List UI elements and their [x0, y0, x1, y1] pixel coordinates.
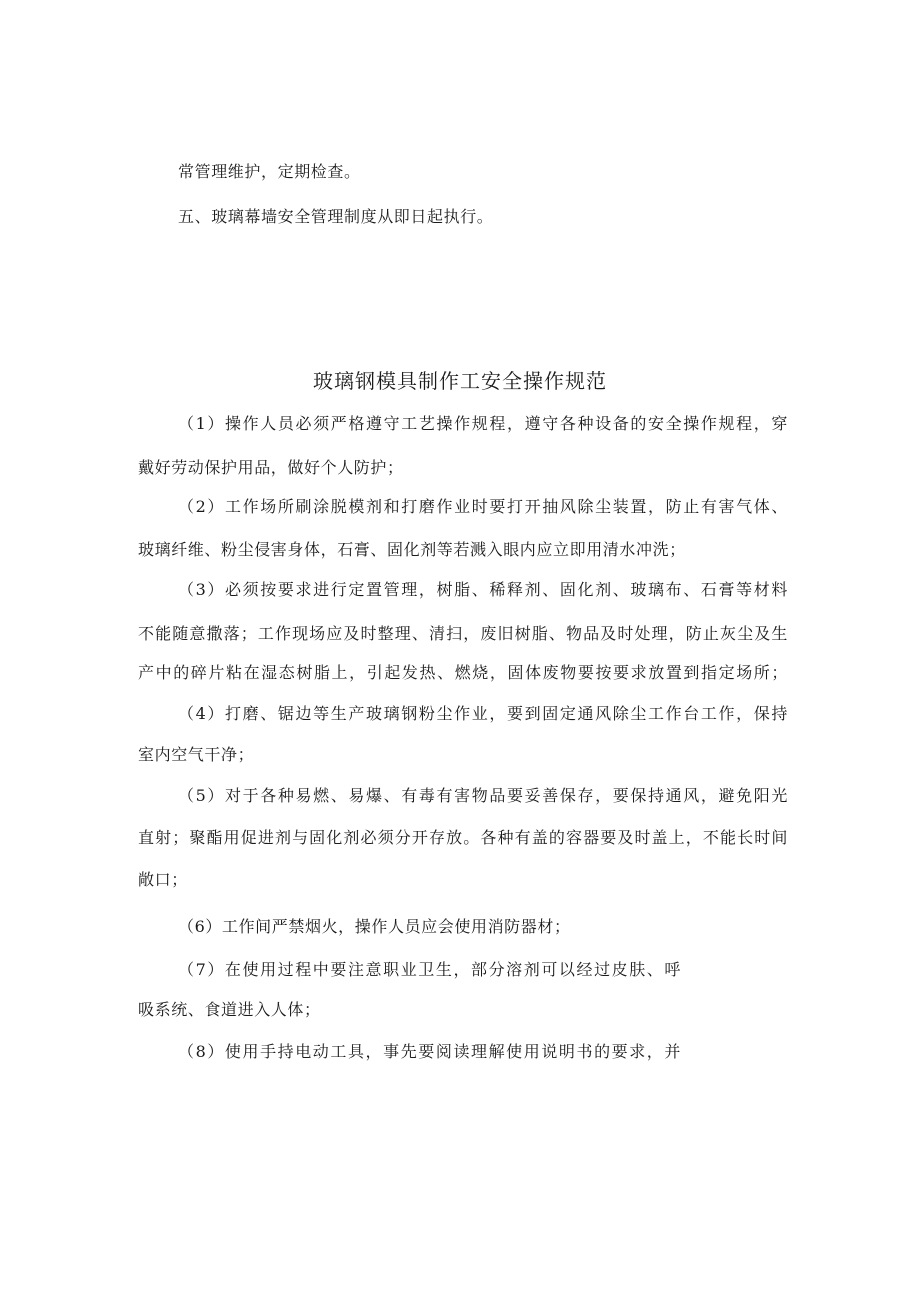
- paragraph-line: 戴好劳动保护用品，做好个人防护；: [138, 458, 404, 477]
- paragraph-line: 室内空气干净；: [138, 745, 255, 764]
- paragraph-line: 吸系统、食道进入人体；: [138, 1000, 321, 1019]
- paragraph-line: （3）必须按要求进行定置管理，树脂、稀释剂、固化剂、玻璃布、石膏等材料: [178, 580, 788, 599]
- paragraph-line: （4）打磨、锯边等生产玻璃钢粉尘作业，要到固定通风除尘工作台工作，保持: [178, 704, 788, 723]
- paragraph-line: 直射；聚酯用促进剂与固化剂必须分开存放。各种有盖的容器要及时盖上，不能长时间: [138, 828, 788, 847]
- paragraph-line: （7）在使用过程中要注意职业卫生，部分溶剂可以经过皮肤、呼: [178, 960, 681, 979]
- paragraph-line: 玻璃纤维、粉尘侵害身体，石膏、固化剂等若溅入眼内应立即用清水冲洗；: [138, 540, 686, 559]
- previous-text-line: 常管理维护，定期检查。: [178, 162, 361, 181]
- paragraph-line: 敞口；: [138, 870, 188, 889]
- previous-text-line: 五、玻璃幕墙安全管理制度从即日起执行。: [178, 207, 494, 226]
- paragraph-line: （8）使用手持电动工具，事先要阅读理解使用说明书的要求，并: [178, 1042, 681, 1061]
- paragraph-line: （6）工作间严禁烟火，操作人员应会使用消防器材；: [178, 917, 571, 936]
- document-title: 玻璃钢模具制作工安全操作规范: [313, 369, 607, 393]
- paragraph-line: 不能随意撒落；工作现场应及时整理、清扫，废旧树脂、物品及时处理，防止灰尘及生: [138, 624, 788, 643]
- paragraph-line: （5）对于各种易燃、易爆、有毒有害物品要妥善保存，要保持通风，避免阳光: [178, 786, 788, 805]
- paragraph-line: （1）操作人员必须严格遵守工艺操作规程，遵守各种设备的安全操作规程，穿: [178, 414, 788, 433]
- paragraph-line: 产中的碎片粘在湿态树脂上，引起发热、燃烧，固体废物要按要求放置到指定场所；: [138, 663, 788, 682]
- paragraph-line: （2）工作场所刷涂脱模剂和打磨作业时要打开抽风除尘装置，防止有害气体、: [178, 497, 788, 516]
